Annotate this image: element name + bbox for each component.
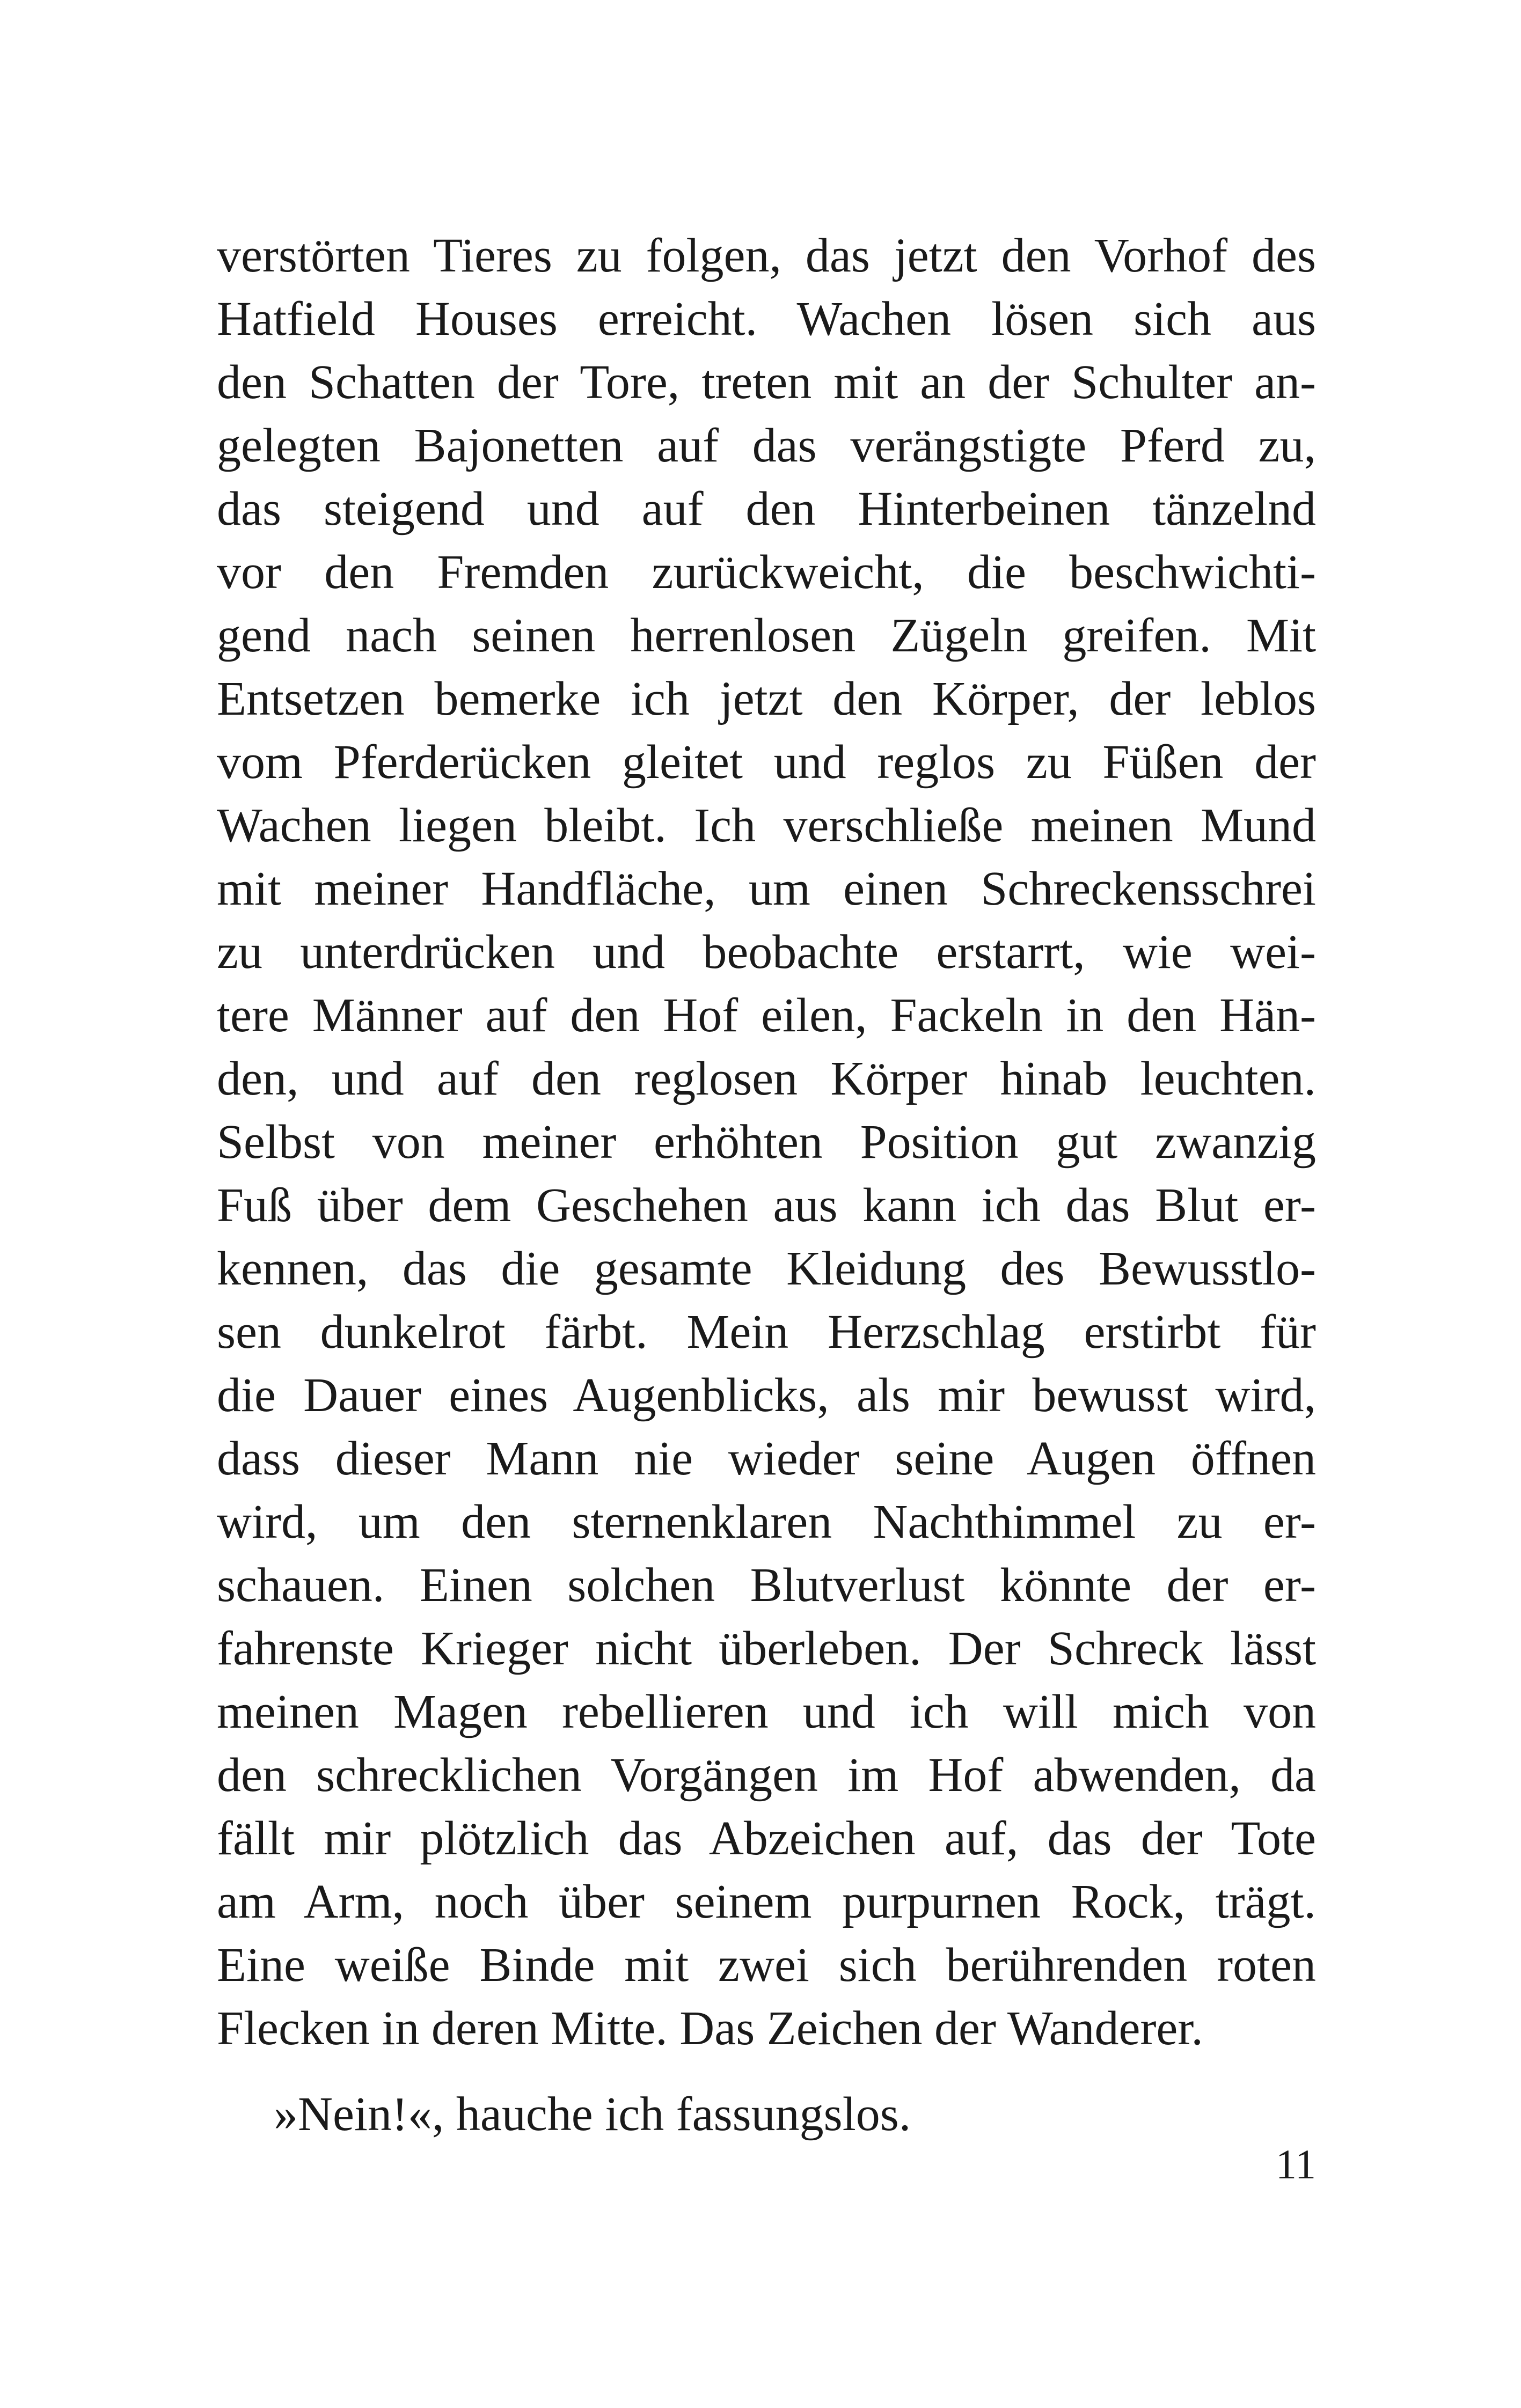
text-line: sen dunkelrot färbt. Mein Herzschlag erstirbt für [217,1305,1316,1359]
dialogue-line: »Nein!«, hauche ich fassungslos. [274,2088,911,2141]
text-line: zu unterdrücken und beobachte erstarrt, wie wei- [217,926,1316,979]
text-line: verstörten Tieres zu folgen, das jetzt den Vorhof des [217,229,1316,282]
text-line: dass dieser Mann nie wieder seine Augen öffnen [217,1432,1316,1485]
text-line: tere Männer auf den Hof eilen, Fackeln in den Hän- [217,989,1316,1042]
text-line: das steigend und auf den Hinterbeinen tänzelnd [217,482,1316,535]
text-line: mit meiner Handfläche, um einen Schreckensschrei [217,862,1316,915]
text-line: die Dauer eines Augenblicks, als mir bewusst wird, [217,1369,1316,1422]
text-line: Selbst von meiner erhöhten Position gut zwanzig [217,1115,1316,1169]
text-line: vor den Fremden zurückweicht, die beschwichti- [217,546,1316,599]
text-line: Entsetzen bemerke ich jetzt den Körper, der leblos [217,672,1316,725]
paragraph-gap [217,2060,1316,2083]
body-text [217,224,1316,2146]
text-line: Hatfield Houses erreicht. Wachen lösen sich aus [217,292,1316,346]
text-line: den, und auf den reglosen Körper hinab leuchten. [217,1052,1316,1105]
text-line: wird, um den sternenklaren Nachthimmel zu er- [217,1495,1316,1548]
page-number: 11 [1275,2141,1316,2187]
text-line: meinen Magen rebellieren und ich will mich von [217,1685,1316,1738]
text-line: kennen, das die gesamte Kleidung des Bewusstlo- [217,1242,1316,1295]
text-line: fällt mir plötzlich das Abzeichen auf, das der Tote [217,1812,1316,1865]
text-line: gelegten Bajonetten auf das verängstigte Pferd zu, [217,419,1316,472]
text-line: gend nach seinen herrenlosen Zügeln greifen. Mit [217,609,1316,662]
text-line: Wachen liegen bleibt. Ich verschließe meinen Mund [217,799,1316,852]
text-line: Flecken in deren Mitte. Das Zeichen der Wanderer. [217,2002,1203,2055]
text-line: vom Pferderücken gleitet und reglos zu Füßen der [217,736,1316,789]
text-line: Fuß über dem Geschehen aus kann ich das Blut er- [217,1179,1316,1232]
text-line: den Schatten der Tore, treten mit an der Schulter an- [217,356,1316,409]
text-line: fahrenste Krieger nicht überleben. Der Schreck lässt [217,1622,1316,1675]
text-line: am Arm, noch über seinem purpurnen Rock, trägt. [217,1875,1316,1928]
text-line: Eine weiße Binde mit zwei sich berührenden roten [217,1939,1316,1992]
text-line: schauen. Einen solchen Blutverlust könnte der er- [217,1559,1316,1612]
text-line: den schrecklichen Vorgängen im Hof abwenden, da [217,1749,1316,1802]
